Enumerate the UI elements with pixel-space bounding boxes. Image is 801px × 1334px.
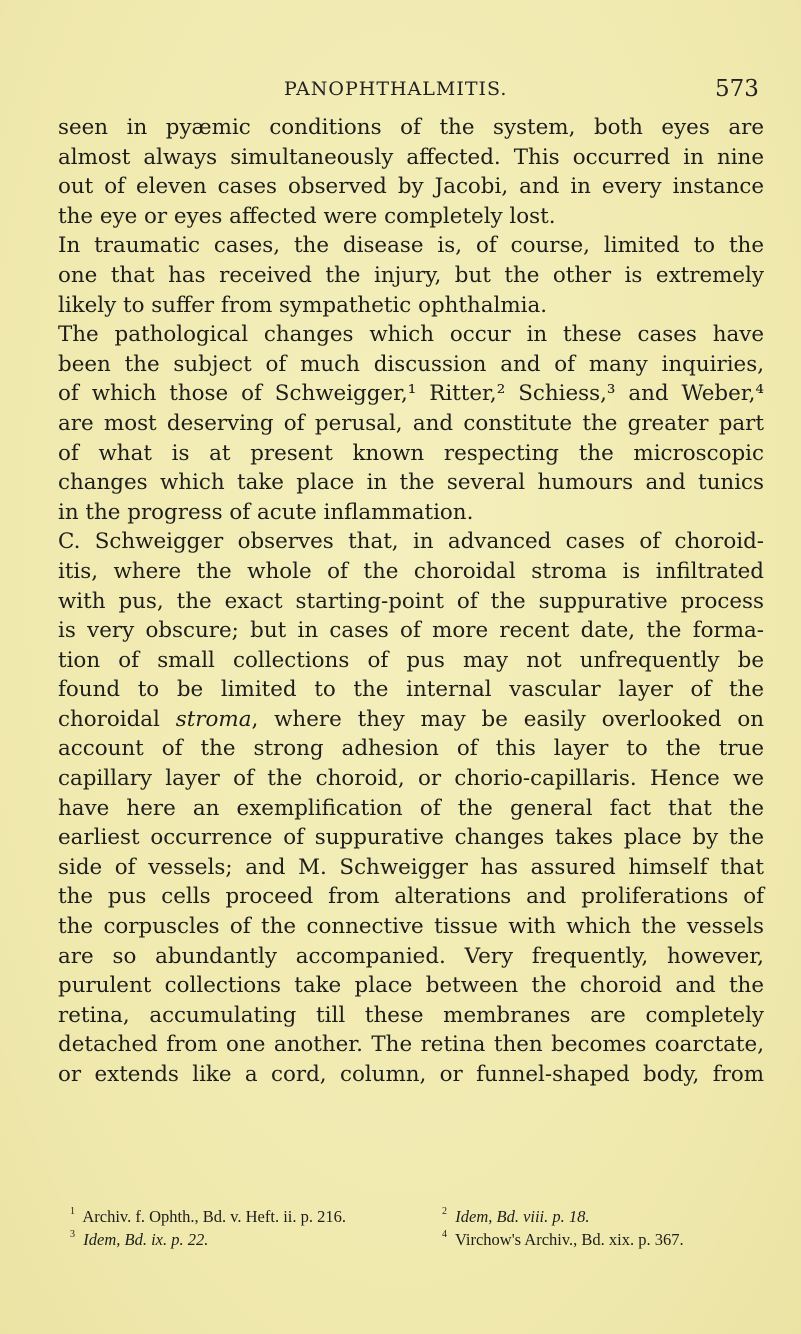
footnote-text: Virchow's Archiv., Bd. xix. p. 367.: [454, 1230, 684, 1249]
text-line: are most deserving of perusal, and constitute the greater part: [58, 410, 764, 436]
footnote-4: [442, 1228, 684, 1251]
text-line: the eye or eyes affected were completely lost.: [58, 203, 556, 229]
text-line: the pus cells proceed from alterations and proliferations of: [58, 884, 764, 910]
text-line: purulent collections take place between the choroid and the: [58, 973, 764, 999]
text-line: itis, where the whole of the choroidal stroma is infiltrated: [58, 558, 764, 584]
text-line: almost always simultaneously affected. This occurred in nine: [58, 144, 764, 170]
footnote-2: [442, 1205, 590, 1228]
text-line: earliest occurrence of suppurative changes takes place by the: [58, 825, 764, 851]
footnotes: [58, 1205, 764, 1251]
text-line: is very obscure; but in cases of more recent date, the forma-: [58, 618, 764, 644]
text-line: side of vessels; and M. Schweigger has assured himself that: [58, 854, 764, 880]
footnote-marker: 3: [70, 1229, 75, 1240]
footnote-3: [70, 1228, 208, 1251]
text-line: In traumatic cases, the disease is, of course, limited to the: [58, 233, 764, 259]
text-line: out of eleven cases observed by Jacobi, and in every instance: [58, 174, 764, 200]
text-line: one that has received the injury, but the other is extremely: [58, 262, 764, 288]
footnote-1: [70, 1205, 346, 1228]
footnote-marker: 1: [70, 1206, 75, 1217]
text-line: detached from one another. The retina then becomes coarctate,: [58, 1032, 764, 1058]
text-line: account of the strong adhesion of this layer to the true: [58, 736, 764, 762]
text-line: of which those of Schweigger,¹ Ritter,² Schiess,³ and Weber,⁴: [58, 381, 764, 407]
text-line: with pus, the exact starting-point of the suppurative process: [58, 588, 764, 614]
text-line: The pathological changes which occur in these cases have: [58, 322, 764, 348]
text-line: retina, accumulating till these membranes are completely: [58, 1002, 764, 1028]
text-line: changes which take place in the several humours and tunics: [58, 470, 764, 496]
footnote-row: [58, 1228, 764, 1251]
text-line: have here an exemplification of the general fact that the: [58, 795, 764, 821]
text-line: in the progress of acute inflammation.: [58, 499, 474, 525]
text-line: been the subject of much discussion and of many inquiries,: [58, 351, 764, 377]
emphasis: stroma: [175, 706, 252, 732]
text-line: of what is at present known respecting the microscopic: [58, 440, 764, 466]
running-head: PANOPHTHALMITIS.: [284, 78, 508, 100]
footnote-row: [58, 1205, 764, 1228]
text-line: seen in pyæmic conditions of the system, both eyes are: [58, 115, 764, 140]
footnote-text: Archiv. f. Ophth., Bd. v. Heft. ii. p. 216.: [82, 1207, 347, 1226]
text-line: the corpuscles of the connective tissue with which the vessels: [58, 914, 764, 940]
text-line: likely to suffer from sympathetic ophthalmia.: [58, 292, 548, 318]
footnote-text: Idem, Bd. viii. p. 18.: [455, 1207, 590, 1226]
page-number: 573: [715, 76, 759, 102]
text-line: capillary layer of the choroid, or chorio-capillaris. Hence we: [58, 766, 764, 792]
text-line: choroidal stroma, where they may be easily overlooked on: [58, 706, 765, 732]
footnote-marker: 2: [442, 1206, 447, 1217]
text-line: C. Schweigger observes that, in advanced cases of choroid-: [58, 529, 764, 555]
text-line: or extends like a cord, column, or funnel-shaped body, from: [58, 1062, 764, 1087]
footnote-marker: 4: [442, 1229, 447, 1240]
page-header: [0, 76, 801, 106]
footnote-text: Idem, Bd. ix. p. 22.: [83, 1230, 209, 1249]
text-line: found to be limited to the internal vascular layer of the: [58, 677, 764, 703]
text-line: are so abundantly accompanied. Very frequently, however,: [58, 943, 764, 969]
text-line: tion of small collections of pus may not unfrequently be: [58, 647, 764, 673]
body-text: [58, 113, 764, 1090]
